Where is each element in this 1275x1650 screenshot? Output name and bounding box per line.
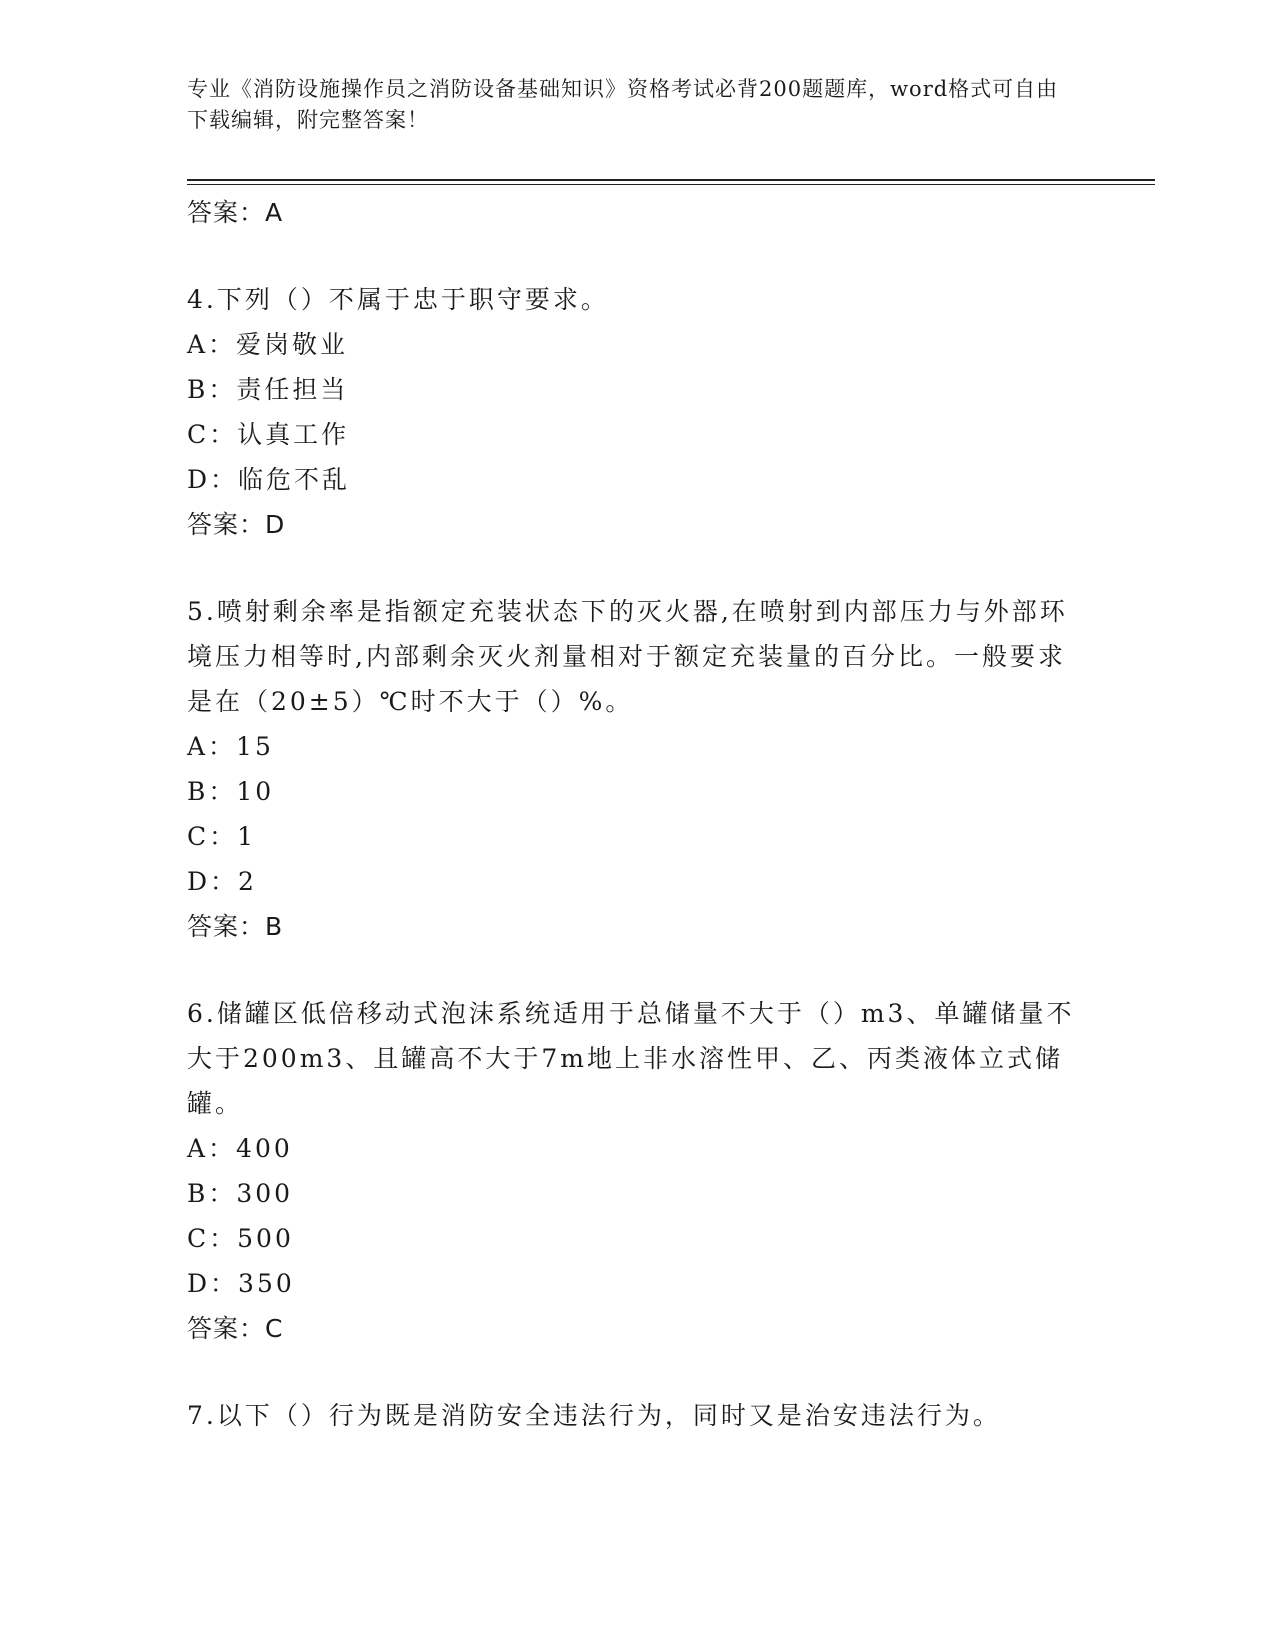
option-b: B：10 <box>187 777 275 806</box>
answer-q3: 答案：A <box>187 198 284 227</box>
spacer <box>187 235 1077 277</box>
option-c: C：认真工作 <box>187 420 350 449</box>
answer-q5: 答案：B <box>187 912 284 941</box>
question-text: 4.下列（）不属于忠于职守要求。 <box>187 285 609 314</box>
question-text: 6.储罐区低倍移动式泡沫系统适用于总储量不大于（）m3、单罐储量不大于200m3、且罐高不大于7m地上非水溶性甲、乙、丙类液体立式储罐。 <box>187 999 1075 1118</box>
option-a: A：15 <box>187 732 274 761</box>
question-4 <box>187 277 1077 547</box>
option-d: D：350 <box>187 1269 295 1298</box>
header-rule-thin <box>187 184 1155 185</box>
option-b: B：责任担当 <box>187 375 349 404</box>
option-d: D：2 <box>187 867 257 896</box>
question-7 <box>187 1393 1077 1438</box>
question-5 <box>187 589 1077 949</box>
option-a: A：400 <box>187 1134 293 1163</box>
question-text: 7.以下（）行为既是消防安全违法行为，同时又是治安违法行为。 <box>187 1401 1001 1430</box>
question-text: 5.喷射剩余率是指额定充装状态下的灭火器,在喷射到内部压力与外部环境压力相等时,内部剩余灭火剂量相对于额定充装量的百分比。一般要求是在（20±5）℃时不大于（）%。 <box>187 597 1068 716</box>
spacer <box>187 1351 1077 1393</box>
question-list <box>187 190 1077 1438</box>
spacer <box>187 547 1077 589</box>
option-a: A：爱岗敬业 <box>187 330 349 359</box>
answer-q4: 答案：D <box>187 510 286 539</box>
option-c: C：1 <box>187 822 257 851</box>
option-c: C：500 <box>187 1224 294 1253</box>
header-rule-thick <box>187 179 1155 181</box>
option-b: B：300 <box>187 1179 294 1208</box>
answer-q6: 答案：C <box>187 1314 284 1343</box>
document-header: 专业《消防设施操作员之消防设备基础知识》资格考试必背200题题库，word格式可自由下载编辑，附完整答案！ <box>187 77 1059 132</box>
option-d: D：临危不乱 <box>187 465 351 494</box>
question-6 <box>187 991 1077 1351</box>
spacer <box>187 949 1077 991</box>
